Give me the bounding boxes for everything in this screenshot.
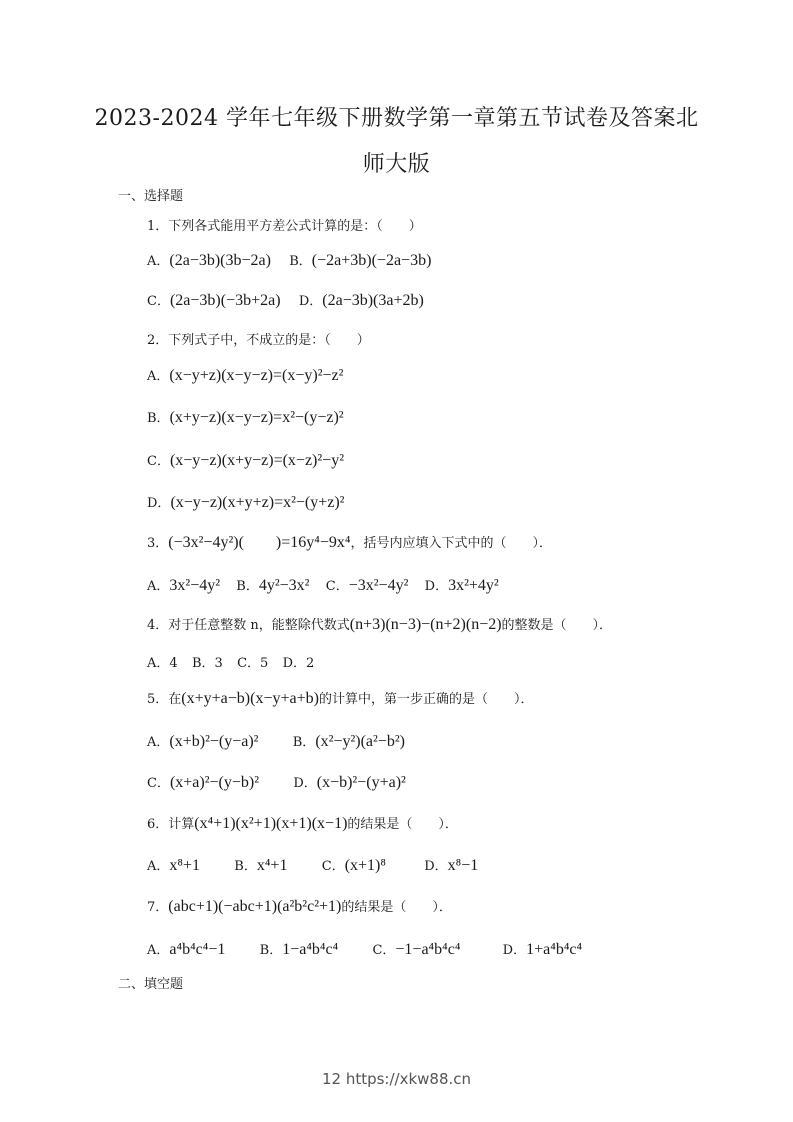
question-3-stem [147,533,552,554]
option-math: x⁴+1 [256,857,288,874]
option-key: D． [282,656,307,671]
question-2-option-d [147,493,344,514]
question-math: (x⁴+1)(x²+1)(x+1)(x−1) [194,815,348,832]
option-key: B． [147,411,170,426]
option-key: A． [147,579,170,594]
option-value: 2 [306,656,315,671]
question-7-options [147,940,582,961]
option-math: 1+a⁴b⁴c⁴ [526,941,583,958]
title-line-2: 师大版 [362,152,431,177]
option-key: B． [236,579,259,594]
question-math: (abc+1)(−abc+1)(a²b²c²+1) [168,898,342,915]
option-math: 1−a⁴b⁴c⁴ [282,941,339,958]
question-math: (n+3)(n−3)−(n+2)(n−2) [349,616,502,633]
title-line-1: 2023-2024 学年七年级下册数学第一章第五节试卷及答案北 [94,106,699,131]
question-text: 下列式子中，不成立的是：（ ） [168,333,370,348]
option-math: 3x²−4y² [169,577,221,594]
question-6-stem [147,814,458,835]
question-text: 对于任意整数 n，能整除代数式 [168,618,350,633]
question-1-options-ab [147,251,431,272]
question-5-options-cd [147,773,406,794]
option-key: B． [289,254,312,269]
option-math: (x+b)²−(y−a)² [169,733,259,750]
question-1-stem [147,217,422,237]
page-footer [0,1070,793,1088]
option-math: (x+a)²−(y−b)² [169,774,260,791]
question-6-options [147,856,478,877]
option-key: D． [298,294,323,309]
option-math: 4y²−3x² [258,577,310,594]
option-key: C． [321,859,345,874]
option-math: −3x²−4y² [348,577,409,594]
option-key: B． [259,943,283,958]
question-math: (x+y+a−b)(x−y+a+b) [181,690,319,707]
question-5-options-ab [147,732,405,753]
option-key: B． [234,859,257,874]
question-4-stem [147,615,612,636]
option-key: C． [147,454,170,469]
question-4-options [147,654,314,674]
option-key: A． [147,254,170,269]
option-math: (x+y−z)(x−y−z)=x²−(y−z)² [169,409,344,426]
question-text: 的结果是（ ）． [341,900,452,915]
question-number: 1． [147,219,169,234]
option-value: 4 [169,656,178,671]
question-2-option-c [147,451,344,472]
page-number: 12 [321,1070,342,1088]
question-text: ，括号内应填入下式中的（ ）． [350,536,552,551]
question-text: 计算 [168,817,195,832]
option-key: D． [424,859,448,874]
question-2-option-b [147,408,344,429]
question-2-stem [147,331,370,351]
question-number: 6． [147,817,169,832]
option-key: D． [147,496,171,511]
question-number: 7． [147,900,169,915]
option-value: 5 [260,656,269,671]
option-key: D． [293,776,317,791]
option-math: −1−a⁴b⁴c⁴ [395,941,461,958]
option-key: B． [191,656,215,671]
footer-url: https://xkw88.cn [345,1070,472,1088]
question-3-options [147,576,499,597]
question-text: 的整数是（ ）． [501,618,613,633]
question-number: 2． [147,333,169,348]
question-text: 在 [168,692,182,707]
option-math: (x²−y²)(a²−b²) [315,733,405,750]
option-key: B． [292,735,316,750]
question-math: (−3x²−4y²)( )=16y⁴−9x⁴ [168,534,351,551]
question-text: 的结果是（ ）． [347,817,458,832]
option-key: C． [237,656,261,671]
question-number: 5． [147,692,169,707]
section-heading-fill-blank: 二、填空题 [118,977,184,992]
option-math: x⁸−1 [447,857,479,874]
option-math: (x+1)⁸ [344,857,386,874]
option-math: 3x²+4y² [448,577,499,594]
option-key: D． [502,943,527,958]
option-a-math: (2a−3b)(3b−2a) [169,252,271,269]
option-key: A． [147,735,170,750]
option-math: (x−y−z)(x+y+z)=x²−(y+z)² [170,494,345,511]
option-key: C． [372,943,396,958]
option-key: A． [147,656,170,671]
option-key: C． [325,579,349,594]
option-math: (x−b)²−(y+a)² [316,774,406,791]
question-1-options-cd [147,291,424,312]
option-key: C． [147,776,170,791]
question-5-stem [147,689,533,710]
section-heading-choice: 一、选择题 [118,189,184,204]
option-key: C． [147,294,170,309]
option-math: (x−y+z)(x−y−z)=(x−y)²−z² [169,367,344,384]
question-7-stem [147,897,452,918]
option-key: A． [147,369,170,384]
question-2-option-a [147,366,343,387]
option-d-math: (2a−3b)(3a+2b) [322,292,424,309]
option-c-math: (2a−3b)(−3b+2a) [169,292,281,309]
question-text: 下列各式能用平方差公式计算的是：（ ） [168,219,422,234]
question-number: 4． [147,618,169,633]
option-math: a⁴b⁴c⁴−1 [169,941,226,958]
option-math: x⁸+1 [169,857,200,874]
option-b-math: (−2a+3b)(−2a−3b) [311,252,432,269]
option-value: 3 [214,656,223,671]
option-key: D． [424,579,449,594]
option-key: A． [147,859,170,874]
question-text: 的计算中，第一步正确的是（ ）． [318,692,534,707]
question-number: 3． [147,536,169,551]
option-key: A． [147,943,170,958]
option-math: (x−y−z)(x+y−z)=(x−z)²−y² [169,452,344,469]
